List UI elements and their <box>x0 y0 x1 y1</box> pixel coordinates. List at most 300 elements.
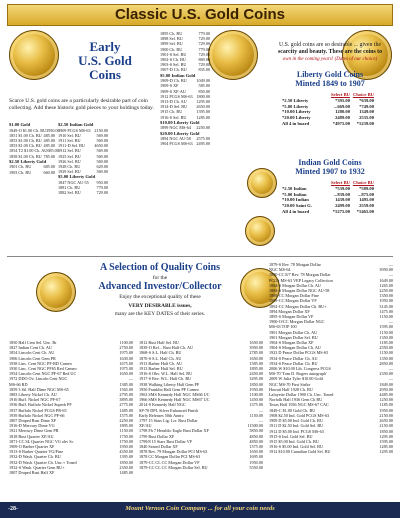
item-name: 1901 Morgan Dollar Sel. BU <box>269 334 318 340</box>
item-price: 1049.00 <box>196 78 210 84</box>
table-header-choice: Choice BU <box>352 92 374 97</box>
select-price: *395.00 <box>335 97 350 103</box>
item-name: 1930 Linc. Cent NGC PF65 Red Cameo <box>9 366 77 372</box>
item-name: 1894 NGC AU-58 <box>160 136 191 142</box>
item-name: Norfolk Half 1936 Gem Ch BU <box>269 397 323 403</box>
item-name: 1915 $5.00 Ind. Gold Ch. BU <box>269 438 319 444</box>
item-price: 1150.00 <box>379 329 393 335</box>
advanced-heading <box>92 262 228 318</box>
item-price: 2550.00 <box>379 345 393 351</box>
gold-coin-image-5 <box>245 216 275 246</box>
coin-denomination: *2.50 Indian <box>282 185 307 191</box>
price-row <box>160 67 210 72</box>
item-price: 1295.00 <box>379 433 393 439</box>
item-price: 2150.00 <box>379 412 393 418</box>
item-name: 1870-S S.L. Half Ch. AU <box>139 355 182 361</box>
item-name: 1903 Ch. BU <box>9 169 32 175</box>
item-name: 2006 W $10.00 Lib. Congress PCGS <box>269 366 331 372</box>
item-name: 1854 T2 $1.00 Ch. AU <box>9 148 48 154</box>
item-price: 1850.00 <box>379 428 393 434</box>
item-price: 1630.00 <box>119 355 133 361</box>
item-price: 585.00 <box>198 83 210 89</box>
early-line-3: Coins <box>89 67 121 82</box>
section-heading: $2.50 Liberty Gold <box>9 158 47 164</box>
item-name: 1899 NGC MS-64 <box>160 125 191 131</box>
item-price: 2750.00 <box>119 345 133 351</box>
item-name: 1798 Fh 7 Heraldic Eagle Bust Dollar XF <box>139 428 209 434</box>
item-name: 1916 Buff. Nickel NGC PF-67 <box>9 397 61 403</box>
item-name: 1858 $1.00 Ch. BU <box>9 153 42 159</box>
choice-price: *749.00 <box>359 103 374 109</box>
item-price: 1185.00 <box>379 340 393 346</box>
item-name: 1910 Sel. BU <box>58 132 81 138</box>
item-name: 1909-D Ch. BU <box>160 78 187 84</box>
item-price: 1575.00 <box>119 412 133 418</box>
item-price: 729.00 <box>198 36 210 42</box>
item-price: 1285.00 <box>379 444 393 450</box>
item-name: 1916-S Obv. W.L. Half Sel. BU <box>139 371 193 377</box>
item-name: 1849-C $1.00 Gold Ch. BU <box>269 407 316 413</box>
table-header-select: Select BU <box>330 180 350 185</box>
item-price: 1950.00 <box>249 386 263 392</box>
item-name: 1909-O Barber Quarter XF <box>9 444 55 450</box>
item-name: 1889-CC Morgan Dollar Fine <box>269 293 319 299</box>
item-name: 1912 D $5.00 Ind. PCGS MS-63 <box>269 428 324 434</box>
item-name: 1827 Indian Cent Ch. AU <box>9 345 52 351</box>
coin-denomination: All 4 in board <box>282 208 310 214</box>
item-price: 1950.00 <box>379 407 393 413</box>
item-price: 569.00 <box>96 158 108 164</box>
price-row <box>9 470 133 475</box>
item-name: 1972 DDO Ov. Lincoln Cent NGC <box>9 376 68 382</box>
item-name: 1807 Draped Bust Dime XF <box>9 418 57 424</box>
item-price: 685.00 <box>47 148 59 154</box>
item-price: 485.00 <box>43 143 55 149</box>
item-price: — <box>258 407 263 413</box>
item-name: 1895-S Morgan Dollar VF <box>269 314 314 320</box>
item-name: 1898 Sel. BU <box>160 36 183 42</box>
early-line-2: U.S. Gold <box>78 53 132 68</box>
item-price: 1395.00 <box>196 109 210 115</box>
page-title: Classic U.S. Gold Coins <box>114 6 286 23</box>
section-heading: $1.00 Gold <box>9 122 31 127</box>
item-price: — <box>388 376 393 382</box>
item-name: 1853 $1.00 Ch. BU <box>9 143 42 149</box>
select-price: *5275.00 <box>332 208 350 214</box>
choice-price: 1349.00 <box>359 109 374 115</box>
item-name: 1954 Lincoln Cent NGC PF-67 Red UC <box>9 371 77 377</box>
item-name: 1932-D Wash. Quarter Ch. Unc.+ Toned <box>9 459 77 465</box>
item-name: 1928 Ch. BU <box>58 164 81 170</box>
item-price: 1975.00 <box>119 366 133 372</box>
item-name: NGC MS-64 <box>269 267 291 273</box>
coin-denomination: *20.00 Liberty <box>282 115 311 121</box>
item-price: 1649.00 <box>379 277 393 283</box>
item-name: 1851 $1.00 Ch. BU <box>9 132 42 138</box>
item-price: 4650.00 <box>94 143 108 149</box>
item-name: 1934-S Peace Dollar Ch. BU <box>269 360 318 366</box>
item-price: 2350.00 <box>379 371 393 377</box>
item-name: SP-70 DPL Silver Enhanced Finish <box>139 407 199 413</box>
item-price: 1385.00 <box>119 381 133 387</box>
item-price: 950.00 <box>96 180 108 186</box>
choice-price: *5465.00 <box>356 208 374 214</box>
item-price: 1650.00 <box>249 340 263 345</box>
item-price: 629.00 <box>96 164 108 170</box>
notice-line-2: scarcity and beauty. These are the coins to <box>277 49 383 55</box>
item-name: 2014-S Kennedy Half NGC <box>139 402 186 408</box>
item-price: 729.00 <box>96 190 108 196</box>
item-name: 1916-D Mercury Dime VG <box>9 423 55 429</box>
advanced-title-1: A Selection of Quality Coins <box>99 262 220 273</box>
item-price: 1750.00 <box>119 433 133 439</box>
item-name: MS-70 'Tom D. Rogers autograph' <box>269 371 327 377</box>
item-price: 1650.00 <box>119 371 133 377</box>
item-price: 1595.00 <box>379 438 393 444</box>
choice-price: 2535.00 <box>359 115 374 121</box>
select-price: 1439.00 <box>335 197 350 203</box>
item-name: MS-63 TOP 100 <box>269 324 297 330</box>
item-name: 1901 Ch. BU <box>9 164 32 170</box>
item-price: 779.00 <box>198 46 210 52</box>
item-price: 1375.00 <box>249 402 263 408</box>
item-name: 1881 Ch. BU <box>58 185 81 191</box>
item-name: 1868-S S.L. Half Ch. BU <box>139 350 182 356</box>
item-name: 1950 Franklin Half Gem PF Cameo <box>139 386 199 392</box>
gold-coin-image-6 <box>36 272 76 312</box>
item-name: 1913 Barber Half Ch. AU <box>139 360 183 366</box>
item-price: 4850.00 <box>249 433 263 439</box>
table-header-select: Select BU <box>330 92 350 97</box>
item-price: 1585.00 <box>249 360 263 366</box>
item-name: 1889-CC Morgan Dollar VF <box>269 298 317 304</box>
item-name: 1878 Rev. 79 Morgan Dollar PCI MS-63 <box>139 449 208 455</box>
item-name: 1929 Sel. BU <box>58 169 81 175</box>
item-name: 1878 CC Morgan Dollar PCI MS-63 <box>139 454 201 460</box>
table-header-choice: Choice BU <box>352 180 374 185</box>
item-price: 1150.00 <box>379 314 393 320</box>
item-price: 569.00 <box>96 153 108 159</box>
item-name: XF/AU <box>139 423 152 429</box>
section-heading: $5.00 Liberty Gold <box>58 174 96 180</box>
item-name: 1903-S Sel. BU <box>160 62 187 68</box>
coin-denomination: *2.50 Liberty <box>282 97 309 103</box>
item-price: 1675.00 <box>119 360 133 366</box>
price-row <box>9 170 55 175</box>
item-name: NGC MS-70 First Strike <box>269 381 311 387</box>
footer-tagline: Mount Vernon Coin Company ... for all your coin needs <box>125 505 275 512</box>
section-heading: $2.50 Indian Gold <box>58 122 94 127</box>
indian-title-1: Indian Gold Coins <box>298 158 362 167</box>
item-name: 1936 Buff. Buffalo Nickel Superb PF <box>9 402 72 408</box>
item-price: 1849.00 <box>379 381 393 387</box>
item-name: 1884-S Morgan Dollar Ch. AU <box>269 282 321 288</box>
select-price: *539.00 <box>335 185 350 191</box>
item-name: 1926 Sel. BU <box>58 158 81 164</box>
item-name: 1909-S XF <box>160 83 179 89</box>
item-name: PCGS MS-63 VEP Legacy Collection <box>269 277 333 283</box>
item-price: 779.00 <box>96 185 108 191</box>
item-price: 1450.00 <box>249 397 263 403</box>
item-price: 1800.00 <box>196 93 210 99</box>
item-price: 2785.00 <box>249 350 263 356</box>
coin-denomination: *10.00 Indian <box>282 197 309 203</box>
item-price: 1295.00 <box>379 449 393 455</box>
item-name: MS-66 RD <box>9 381 28 387</box>
item-price: 2795.00 <box>119 392 133 398</box>
item-price: 2495.00 <box>196 141 210 147</box>
item-price: 2850.00 <box>379 360 393 366</box>
choice-price: *5239.00 <box>356 120 374 126</box>
column-b <box>58 122 108 196</box>
item-name: 1908 $2.50 Ind. Gold PCGS MS-63 <box>269 412 330 418</box>
item-price: — <box>388 366 393 372</box>
item-price: 1475.00 <box>379 308 393 314</box>
item-name: 1883 Liberty Nickel Ch. AU <box>9 392 57 398</box>
item-name: 2009 W Julia Tyler $10.00 Gold <box>269 376 323 382</box>
indian-title-2: Minted 1907 to 1932 <box>295 167 365 176</box>
item-price: 3950.00 <box>46 127 60 133</box>
item-price: 1850.00 <box>119 459 133 465</box>
price-row <box>160 141 210 146</box>
item-price: 1350.00 <box>379 293 393 299</box>
item-name: 1917-S Rev. W.L. Half Ch. BU <box>139 376 192 382</box>
item-price: 2250.00 <box>196 125 210 131</box>
select-price: ...669.00 <box>333 103 350 109</box>
select-price: ...839.00 <box>333 191 350 197</box>
column-a <box>9 122 60 175</box>
item-name: 1900-O/CC Morgan Dollar NGC <box>269 319 325 325</box>
item-price: 1100.00 <box>119 340 133 345</box>
page-footer <box>0 502 400 518</box>
item-name: 1912 PCGS MS-63 <box>160 93 193 99</box>
item-name: 1799/8 15 Stars Bust Dollar VF <box>139 438 193 444</box>
item-name: 1797 15 Stars Ltg. Lrr. Bust Dollar <box>139 418 198 424</box>
item-name: Early Releases 50th Anniv. <box>139 412 185 418</box>
item-price: 2775.00 <box>119 402 133 408</box>
item-price: 729.00 <box>198 51 210 57</box>
item-name: Texas Half 1936 NGC MS-67 CAC <box>269 402 329 408</box>
liberty-title-2: Minted 1849 to 1907 <box>295 79 365 88</box>
item-price: 1100.00 <box>249 392 263 398</box>
item-name: 1899 Sel. BU <box>160 41 183 47</box>
item-name: 1909 D $5.00 Ind. Gold Ch. BU <box>269 418 323 424</box>
item-name: 1938 Walking Liberty Half Gem PF <box>139 381 200 387</box>
section-divider <box>7 256 393 257</box>
coin-denomination: *20.00 Saint G. <box>282 203 312 209</box>
item-name: 1911-D Sel. BU <box>58 143 85 149</box>
item-name: 1839-O Ref... Bust Half Ch. AU <box>139 345 194 351</box>
item-price: 1895.00 <box>119 423 133 429</box>
item-price: 1750.00 <box>119 438 133 444</box>
item-name: 1859 3 Sil. Half Dime NGC MS-65 <box>9 386 69 392</box>
item-name: 1904-S Morgan Dollar XF <box>269 340 314 346</box>
item-price: 5550.00 <box>249 464 263 470</box>
item-price: 785.00 <box>43 153 55 159</box>
item-price: 569.00 <box>96 138 108 143</box>
item-price: — <box>128 376 133 382</box>
item-price: 1150.00 <box>119 428 133 434</box>
item-name: 1812 Bust Half Sel. BU <box>139 340 179 345</box>
item-name: 1879-CC CL CC Morgan Dollar VF <box>139 459 200 465</box>
item-name: 1912 Sel. BU <box>58 148 81 154</box>
section-heading: $20.00 Liberty Gold <box>160 130 200 136</box>
item-price: 11500.00 <box>247 423 263 429</box>
coin-denomination: *5.00 Indian <box>282 191 307 197</box>
item-name: 1907-D Ch. BU <box>160 67 187 73</box>
item-price: 1285.00 <box>196 114 210 120</box>
item-price: 3895.00 <box>119 397 133 403</box>
item-name: 1894 Morgan Dollar XF <box>269 308 310 314</box>
coin-denomination: All 4 in board <box>282 120 310 126</box>
item-price: 1150.00 <box>379 350 393 356</box>
item-name: 1934-S Peace Dollar Ch. AU <box>269 355 318 361</box>
item-name: 1921 Mercury Dime Gem PR <box>9 428 59 434</box>
right-price-list <box>269 262 393 455</box>
item-name: 1914-D Sel. BU <box>160 104 188 110</box>
item-price: 1950.00 <box>379 298 393 304</box>
item-price: 3950.00 <box>249 345 263 351</box>
item-name: 1963 SMS Kennedy Half NGC MS66 UC <box>139 392 210 398</box>
indian-price-table <box>282 180 392 215</box>
advanced-desc-1: Enjoy the exceptional quality of these <box>119 294 201 301</box>
item-price: 1950.00 <box>119 444 133 450</box>
gold-coin-image-1 <box>9 30 59 80</box>
item-name: 1911 D $2.50 Ind. Gold Sel. BU <box>269 423 324 429</box>
choice-price: *639.00 <box>359 97 374 103</box>
item-name: 1901-S Sel. BU <box>160 51 187 57</box>
item-price: 1595.00 <box>379 324 393 330</box>
price-row <box>139 465 263 470</box>
item-price: 1150.00 <box>249 412 263 418</box>
intro-text: Scarce U.S. gold coins are a particularly desirable part of coin collecting. Add these historic gold pieces to your holdings today. <box>9 98 154 111</box>
advanced-title-2: for the <box>152 275 168 281</box>
coin-denomination: *5.00 Liberty <box>282 103 309 109</box>
liberty-price-table <box>282 92 392 127</box>
item-price: 1350.00 <box>379 334 393 340</box>
item-name: 1901 Morgan Dollar Ch. AU <box>269 329 318 335</box>
item-price: 1950.00 <box>249 459 263 465</box>
item-name: 1913-S Barber Quarter VG/Fine <box>9 449 63 455</box>
item-price: 4850.00 <box>249 438 263 444</box>
notice-text <box>265 42 395 63</box>
select-price: 2499.00 <box>335 203 350 209</box>
item-price: 1395.00 <box>119 454 133 460</box>
item-price: 4350.00 <box>119 449 133 455</box>
table-row <box>282 209 392 215</box>
item-price: 569.00 <box>96 169 108 175</box>
item-price: — <box>388 262 393 267</box>
item-price: 3950.00 <box>379 267 393 273</box>
item-name: 1884-S Morgan Dollar NGC AU-58 <box>269 288 330 294</box>
item-price: 2150.00 <box>94 127 108 133</box>
item-name: 1892-CC Morgan Dollar Ch. BU+ <box>269 303 327 309</box>
choice-price: ...875.00 <box>357 191 374 197</box>
item-price: 4485.00 <box>379 392 393 398</box>
item-name: 1939 Buffalo Nickel NGC PF-66 <box>9 412 65 418</box>
column-c <box>160 31 210 147</box>
item-price: 1650.00 <box>249 355 263 361</box>
item-name: 1840 Seated Dollar XF <box>139 444 178 450</box>
item-price: 2450.00 <box>249 371 263 377</box>
item-price: 835.00 <box>198 67 210 73</box>
item-price: 729.00 <box>198 41 210 47</box>
item-name: 1966 SMS Kennedy Half NGC MS67 UC <box>139 397 210 403</box>
select-price: 1280.00 <box>335 109 350 115</box>
item-name: 1938 Linc. Cent NGC PF-RD Cameo <box>9 360 72 366</box>
section-heading: $5.00 Indian Gold <box>160 72 196 78</box>
item-price: 569.00 <box>96 148 108 154</box>
item-price: 485.00 <box>43 132 55 138</box>
item-name: 1880-CC 8/7 Rev. 78 Morgan Dollar <box>269 272 331 278</box>
item-name: 1937 Buffalo Nickel PCGS PR-65 <box>9 407 67 413</box>
choice-price: 1495.00 <box>359 197 374 203</box>
item-name: 1909 PCGS MS-63 <box>58 127 91 133</box>
item-name: 1882 Sel. BU <box>58 190 81 196</box>
section-heading: $10.00 Liberty Gold <box>160 119 200 125</box>
item-price: 2575.00 <box>196 136 210 142</box>
price-row <box>58 190 108 195</box>
item-price: 850.00 <box>198 88 210 94</box>
item-price: 1485.00 <box>119 470 133 476</box>
liberty-title <box>270 70 390 88</box>
notice-line-3: own in the coming years! (Dates of our choice) <box>282 57 378 62</box>
early-line-1: Early <box>89 39 121 54</box>
item-name: 1895 Ch. BU <box>160 31 183 36</box>
item-name: 1906 Lincoln Cent Gem PR <box>9 355 56 361</box>
item-name: 1849-O $1.00 Ch. BU <box>9 127 47 133</box>
item-price: 1650.00 <box>249 449 263 455</box>
item-name: 1904 PCGS MS-63 <box>160 141 193 147</box>
item-price: 1695.00 <box>249 454 263 460</box>
item-name: 1932-D Wash. Quarter Ch. BU <box>9 454 61 460</box>
item-price: 1350.00 <box>379 355 393 361</box>
notice-line-1: U.S. gold coins are so desirable ... given the <box>279 42 381 48</box>
item-price: 1850.00 <box>249 381 263 387</box>
early-gold-heading <box>70 40 140 82</box>
page-number: -28- <box>8 506 18 512</box>
select-price: 2489.00 <box>335 115 350 121</box>
item-name: 1909-S XF-AU <box>160 88 186 94</box>
item-name: 1818 Bust Quarter XF/AU <box>9 433 54 439</box>
gold-coin-image-2 <box>208 30 258 80</box>
item-price: 779.00 <box>198 31 210 36</box>
item-name: Hawaii Half 1928 Ch. BU <box>269 386 313 392</box>
item-price: 2250.00 <box>379 288 393 294</box>
item-name: 1913 Barber Half Sel. BU <box>139 366 183 372</box>
item-name: 1904-S Morgan Dollar Ch. AU <box>269 345 321 351</box>
item-price: 1250.00 <box>379 397 393 403</box>
item-price: 1895.00 <box>249 366 263 372</box>
item-price: 2950.00 <box>379 386 393 392</box>
item-price: 1265.00 <box>379 282 393 288</box>
item-name: 1913-D Ch. AU <box>160 99 187 105</box>
item-price: 1295.00 <box>196 99 210 105</box>
left-price-list <box>9 340 133 475</box>
indian-title <box>270 158 390 176</box>
item-price: 1575.00 <box>249 444 263 450</box>
item-name: 1879-S Rev. 78 Morgan Dollar <box>269 262 321 267</box>
item-price: 2650.00 <box>196 104 210 110</box>
item-name: Lafayette Dollar 1900 Ch. Unc. Toned <box>269 392 334 398</box>
item-name: 1850 Half Cent Sel. Unc. Br <box>9 340 57 345</box>
advanced-desc-2: VERY DESIRABLE issues, <box>128 302 192 309</box>
item-price: 1565.00 <box>119 386 133 392</box>
item-name: 1853 $1.00 Ch. BU <box>9 138 42 143</box>
item-name: 1900 Ch. BU <box>160 46 183 52</box>
item-price: 2250.00 <box>119 418 133 424</box>
liberty-title-1: Liberty Gold Coins <box>296 70 364 79</box>
